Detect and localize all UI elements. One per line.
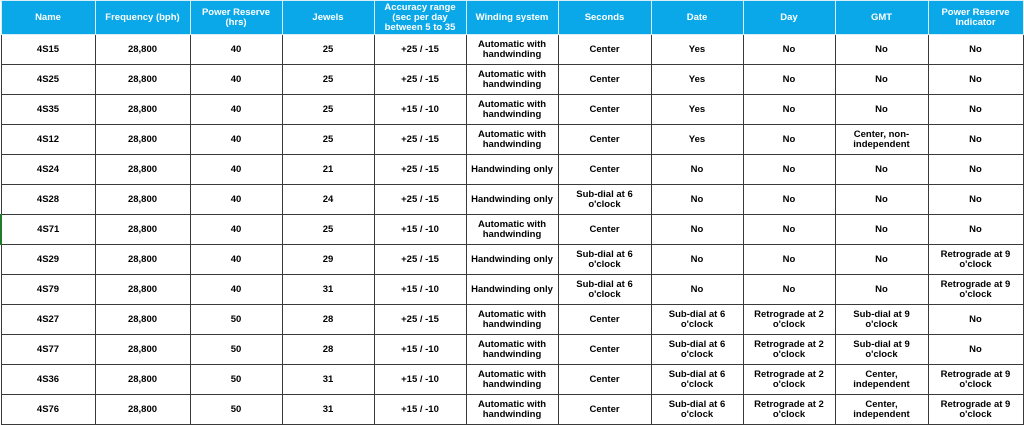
power-reserve-cell: 40 (190, 125, 282, 155)
accuracy-cell: +15 / -10 (374, 365, 466, 395)
power-reserve-indicator-cell: Retrograde at 9 o'clock (928, 365, 1023, 395)
seconds-cell: Sub-dial at 6 o'clock (558, 185, 651, 215)
power-reserve-indicator-cell: No (928, 95, 1023, 125)
seconds-cell: Center (558, 155, 651, 185)
day-cell: Retrograde at 2 o'clock (743, 365, 835, 395)
date-cell: Sub-dial at 6 o'clock (651, 305, 743, 335)
name-cell: 4S25 (1, 65, 95, 95)
power-reserve-cell: 50 (190, 335, 282, 365)
name-cell: 4S15 (1, 35, 95, 65)
gmt-cell: Center, non-independent (835, 125, 928, 155)
day-cell: Retrograde at 2 o'clock (743, 305, 835, 335)
winding-cell: Automatic with handwinding (466, 365, 558, 395)
date-cell: Sub-dial at 6 o'clock (651, 395, 743, 425)
table-row (1, 125, 1023, 155)
seconds-cell: Sub-dial at 6 o'clock (558, 245, 651, 275)
day-cell: No (743, 275, 835, 305)
day-cell: Retrograde at 2 o'clock (743, 395, 835, 425)
name-cell: 4S79 (1, 275, 95, 305)
jewels-cell: 31 (282, 365, 374, 395)
seconds-cell: Center (558, 335, 651, 365)
date-cell: Yes (651, 125, 743, 155)
accuracy-cell: +25 / -15 (374, 65, 466, 95)
name-cell: 4S24 (1, 155, 95, 185)
frequency-cell: 28,800 (95, 215, 190, 245)
gmt-cell: No (835, 95, 928, 125)
name-cell: 4S77 (1, 335, 95, 365)
power-reserve-cell: 40 (190, 155, 282, 185)
date-cell: Yes (651, 65, 743, 95)
header-winding-system: Winding system (466, 1, 558, 35)
jewels-cell: 25 (282, 35, 374, 65)
jewels-cell: 24 (282, 185, 374, 215)
day-cell: Retrograde at 2 o'clock (743, 335, 835, 365)
header-gmt: GMT (835, 1, 928, 35)
header-day: Day (743, 1, 835, 35)
date-cell: No (651, 215, 743, 245)
frequency-cell: 28,800 (95, 95, 190, 125)
gmt-cell: Sub-dial at 9 o'clock (835, 335, 928, 365)
name-cell: 4S71 (1, 215, 95, 245)
winding-cell: Automatic with handwinding (466, 395, 558, 425)
frequency-cell: 28,800 (95, 245, 190, 275)
power-reserve-indicator-cell: No (928, 35, 1023, 65)
date-cell: No (651, 155, 743, 185)
jewels-cell: 25 (282, 65, 374, 95)
power-reserve-cell: 40 (190, 95, 282, 125)
power-reserve-cell: 40 (190, 65, 282, 95)
seconds-cell: Center (558, 95, 651, 125)
seconds-cell: Center (558, 215, 651, 245)
power-reserve-cell: 40 (190, 35, 282, 65)
table-header (1, 1, 1023, 35)
power-reserve-indicator-cell: Retrograde at 9 o'clock (928, 245, 1023, 275)
gmt-cell: Sub-dial at 9 o'clock (835, 305, 928, 335)
day-cell: No (743, 125, 835, 155)
table-row (1, 35, 1023, 65)
winding-cell: Handwinding only (466, 155, 558, 185)
date-cell: Sub-dial at 6 o'clock (651, 335, 743, 365)
winding-cell: Automatic with handwinding (466, 215, 558, 245)
power-reserve-indicator-cell: No (928, 185, 1023, 215)
winding-cell: Automatic with handwinding (466, 335, 558, 365)
accuracy-cell: +25 / -15 (374, 35, 466, 65)
day-cell: No (743, 35, 835, 65)
header-power-reserve-indicator: Power Reserve Indicator (928, 1, 1023, 35)
power-reserve-indicator-cell: No (928, 125, 1023, 155)
gmt-cell: No (835, 155, 928, 185)
date-cell: No (651, 185, 743, 215)
accuracy-cell: +25 / -15 (374, 125, 466, 155)
date-cell: Sub-dial at 6 o'clock (651, 365, 743, 395)
frequency-cell: 28,800 (95, 185, 190, 215)
power-reserve-indicator-cell: Retrograde at 9 o'clock (928, 275, 1023, 305)
table-row (1, 395, 1023, 425)
accuracy-cell: +15 / -10 (374, 215, 466, 245)
table-row (1, 65, 1023, 95)
seconds-cell: Center (558, 65, 651, 95)
gmt-cell: No (835, 215, 928, 245)
jewels-cell: 21 (282, 155, 374, 185)
power-reserve-indicator-cell: No (928, 65, 1023, 95)
accuracy-cell: +15 / -10 (374, 395, 466, 425)
winding-cell: Automatic with handwinding (466, 305, 558, 335)
power-reserve-indicator-cell: No (928, 215, 1023, 245)
table-row (1, 155, 1023, 185)
date-cell: Yes (651, 35, 743, 65)
frequency-cell: 28,800 (95, 275, 190, 305)
frequency-cell: 28,800 (95, 335, 190, 365)
header-seconds: Seconds (558, 1, 651, 35)
table-row (1, 185, 1023, 215)
day-cell: No (743, 95, 835, 125)
power-reserve-cell: 40 (190, 215, 282, 245)
seconds-cell: Center (558, 395, 651, 425)
gmt-cell: Center, independent (835, 365, 928, 395)
frequency-cell: 28,800 (95, 155, 190, 185)
power-reserve-indicator-cell: Retrograde at 9 o'clock (928, 395, 1023, 425)
accuracy-cell: +15 / -10 (374, 95, 466, 125)
table-body (1, 35, 1023, 425)
frequency-cell: 28,800 (95, 395, 190, 425)
power-reserve-cell: 50 (190, 395, 282, 425)
power-reserve-cell: 40 (190, 185, 282, 215)
gmt-cell: No (835, 185, 928, 215)
gmt-cell: No (835, 275, 928, 305)
table-row (1, 245, 1023, 275)
gmt-cell: Center, independent (835, 395, 928, 425)
name-cell: 4S12 (1, 125, 95, 155)
day-cell: No (743, 65, 835, 95)
seconds-cell: Center (558, 125, 651, 155)
name-cell: 4S76 (1, 395, 95, 425)
jewels-cell: 31 (282, 395, 374, 425)
date-cell: No (651, 245, 743, 275)
winding-cell: Automatic with handwinding (466, 125, 558, 155)
header-jewels: Jewels (282, 1, 374, 35)
winding-cell: Handwinding only (466, 245, 558, 275)
header-accuracy-range: Accuracy range (sec per day between 5 to 35 (374, 1, 466, 35)
table-row (1, 275, 1023, 305)
name-cell: 4S29 (1, 245, 95, 275)
jewels-cell: 25 (282, 125, 374, 155)
power-reserve-indicator-cell: No (928, 335, 1023, 365)
frequency-cell: 28,800 (95, 125, 190, 155)
table-row (1, 305, 1023, 335)
header-frequency: Frequency (bph) (95, 1, 190, 35)
gmt-cell: No (835, 245, 928, 275)
power-reserve-cell: 40 (190, 275, 282, 305)
power-reserve-cell: 50 (190, 365, 282, 395)
accuracy-cell: +25 / -15 (374, 245, 466, 275)
name-cell: 4S36 (1, 365, 95, 395)
gmt-cell: No (835, 35, 928, 65)
winding-cell: Handwinding only (466, 185, 558, 215)
jewels-cell: 28 (282, 305, 374, 335)
accuracy-cell: +25 / -15 (374, 305, 466, 335)
name-cell: 4S35 (1, 95, 95, 125)
name-cell: 4S27 (1, 305, 95, 335)
winding-cell: Handwinding only (466, 275, 558, 305)
table-row (1, 95, 1023, 125)
accuracy-cell: +25 / -15 (374, 155, 466, 185)
table-row (1, 335, 1023, 365)
accuracy-cell: +15 / -10 (374, 275, 466, 305)
header-row (1, 1, 1023, 35)
jewels-cell: 28 (282, 335, 374, 365)
seconds-cell: Center (558, 305, 651, 335)
table-row (1, 215, 1023, 245)
day-cell: No (743, 185, 835, 215)
accuracy-cell: +15 / -10 (374, 335, 466, 365)
winding-cell: Automatic with handwinding (466, 95, 558, 125)
header-date: Date (651, 1, 743, 35)
frequency-cell: 28,800 (95, 35, 190, 65)
seconds-cell: Sub-dial at 6 o'clock (558, 275, 651, 305)
accuracy-cell: +25 / -15 (374, 185, 466, 215)
jewels-cell: 25 (282, 215, 374, 245)
name-cell: 4S28 (1, 185, 95, 215)
day-cell: No (743, 155, 835, 185)
date-cell: No (651, 275, 743, 305)
day-cell: No (743, 215, 835, 245)
jewels-cell: 31 (282, 275, 374, 305)
winding-cell: Automatic with handwinding (466, 35, 558, 65)
seconds-cell: Center (558, 365, 651, 395)
winding-cell: Automatic with handwinding (466, 65, 558, 95)
header-name: Name (1, 1, 95, 35)
power-reserve-indicator-cell: No (928, 155, 1023, 185)
header-power-reserve: Power Reserve (hrs) (190, 1, 282, 35)
table-row (1, 365, 1023, 395)
day-cell: No (743, 245, 835, 275)
frequency-cell: 28,800 (95, 305, 190, 335)
date-cell: Yes (651, 95, 743, 125)
jewels-cell: 25 (282, 95, 374, 125)
power-reserve-cell: 40 (190, 245, 282, 275)
power-reserve-cell: 50 (190, 305, 282, 335)
gmt-cell: No (835, 65, 928, 95)
jewels-cell: 29 (282, 245, 374, 275)
seconds-cell: Center (558, 35, 651, 65)
frequency-cell: 28,800 (95, 365, 190, 395)
power-reserve-indicator-cell: No (928, 305, 1023, 335)
frequency-cell: 28,800 (95, 65, 190, 95)
